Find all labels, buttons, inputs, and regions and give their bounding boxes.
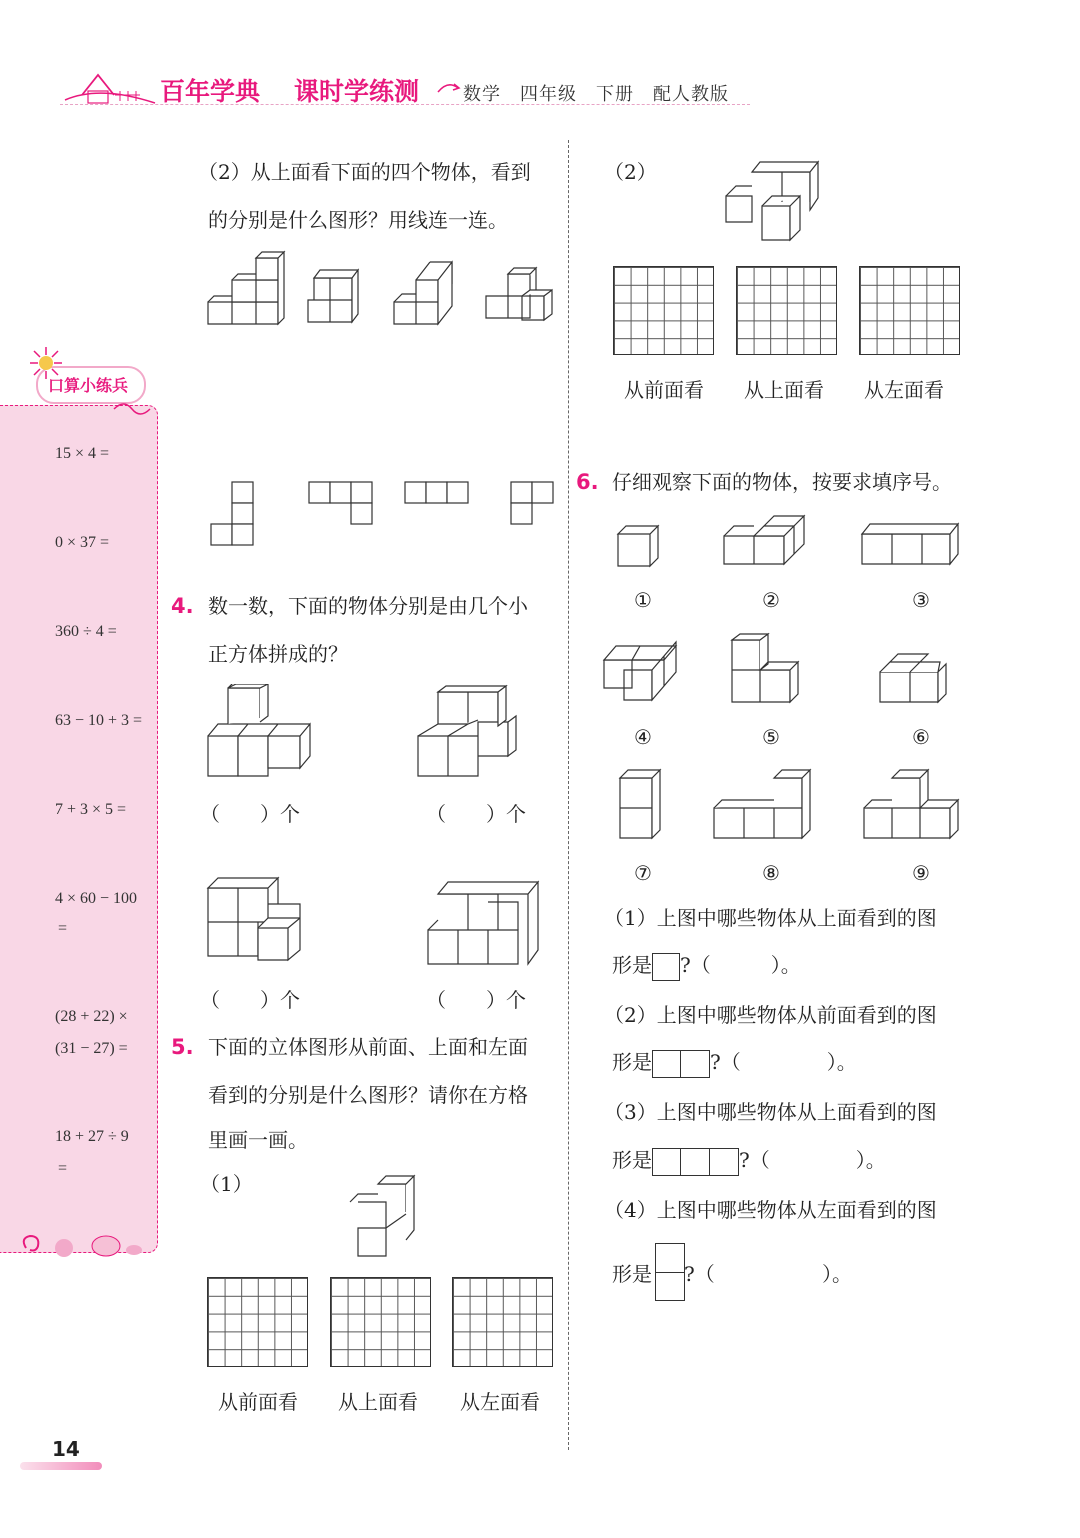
- q6-label-7: ⑦: [634, 861, 652, 885]
- calc-item-6a: 4 × 60 − 100: [55, 890, 138, 907]
- q6-s2-xing: 形是: [612, 1050, 652, 1074]
- q5-line3: 里画一画。: [208, 1128, 308, 1152]
- top-view-shape-1: [210, 480, 256, 548]
- q6-label-6: ⑥: [912, 725, 930, 749]
- book-info: 数学 四年级 下册 配人教版: [463, 84, 729, 105]
- shape-4-vertical: [655, 1243, 685, 1301]
- calc-item-5: 7 + 3 × 5 =: [55, 801, 127, 818]
- q3-object-1: [206, 250, 286, 328]
- q5-sub2: （2）: [604, 160, 657, 184]
- q6-s2-open: ?（: [710, 1050, 741, 1074]
- q5-number: 5.: [171, 1035, 194, 1059]
- calc-item-8a: 18 + 27 ÷ 9: [55, 1128, 129, 1145]
- q5-2-object: [724, 156, 820, 244]
- shell-decoration-icon: [18, 1226, 148, 1266]
- brand-title: 百年学典: [160, 77, 261, 106]
- q6-label-2: ②: [762, 588, 780, 612]
- q5-1-grid-top[interactable]: [330, 1277, 431, 1367]
- q6-label-9: ⑨: [912, 861, 930, 885]
- q6-s3-close: ）。: [855, 1148, 886, 1172]
- q4-object-3: [206, 868, 322, 964]
- sidebar: [0, 405, 158, 1253]
- q6-s2-close: ）。: [826, 1050, 857, 1074]
- q4-line2: 正方体拼成的？: [208, 642, 348, 666]
- q5-2-grid-left[interactable]: [859, 266, 960, 355]
- shape-2-square-b: [681, 1050, 710, 1078]
- q6-s4-xing: 形是: [612, 1262, 652, 1286]
- q5-line2: 看到的分别是什么图形？请你在方格: [208, 1083, 528, 1107]
- q6-object-3: [860, 522, 960, 566]
- brand-subtitle: 课时学练测: [294, 77, 420, 106]
- q6-object-5: [730, 632, 802, 704]
- shape-1-square: [652, 953, 680, 981]
- q5-1-label-front: 从前面看: [218, 1390, 298, 1414]
- q6-object-9: [862, 768, 962, 840]
- q6-s1-open: ?（: [680, 953, 711, 977]
- header-rule: [60, 104, 750, 105]
- q5-1-object: [348, 1170, 418, 1260]
- q4-object-4: [426, 878, 544, 968]
- q5-2-grid-top[interactable]: [736, 266, 837, 355]
- q4-blank-3: （ ）个: [200, 988, 300, 1012]
- q6-s3-xing: 形是: [612, 1148, 652, 1172]
- q4-object-1: [206, 684, 332, 780]
- q6-s4-blank[interactable]: [720, 1260, 820, 1288]
- q6-s4-open: ?（: [684, 1262, 715, 1286]
- q4-line1: 数一数，下面的物体分别是由几个小: [208, 594, 528, 618]
- q3-2-line2: 的分别是什么图形？用线连一连。: [208, 208, 508, 232]
- q3-object-4: [484, 264, 560, 328]
- shape-3-square-a: [652, 1148, 681, 1176]
- q3-object-2: [306, 264, 370, 328]
- shape-3-square-c: [710, 1148, 739, 1176]
- calc-item-8b: =: [58, 1160, 68, 1177]
- q6-label-8: ⑧: [762, 861, 780, 885]
- q6-s3-answer: [612, 1145, 886, 1175]
- q6-label-1: ①: [634, 588, 652, 612]
- q6-s3-line: （3）上图中哪些物体从上面看到的图: [604, 1100, 937, 1124]
- page-number: 14: [52, 1437, 80, 1461]
- q6-s4-line: （4）上图中哪些物体从左面看到的图: [604, 1198, 937, 1222]
- q4-number: 4.: [171, 594, 194, 618]
- q6-object-6: [878, 652, 948, 704]
- calc-item-7b: (31 − 27) =: [55, 1040, 128, 1057]
- q6-label-3: ③: [912, 588, 930, 612]
- q6-object-2: [722, 514, 806, 566]
- q6-object-7: [618, 768, 662, 840]
- q5-2-grid-front[interactable]: [613, 266, 714, 355]
- q6-s1-line: （1）上图中哪些物体从上面看到的图: [604, 906, 937, 930]
- q6-s1-answer: [612, 950, 801, 980]
- q6-object-4: [602, 640, 684, 702]
- q5-2-label-left: 从左面看: [864, 378, 944, 402]
- q5-1-grid-left[interactable]: [452, 1277, 553, 1367]
- q6-s2-line: （2）上图中哪些物体从前面看到的图: [604, 1003, 937, 1027]
- q6-object-8: [712, 768, 814, 840]
- calc-item-3: 360 ÷ 4 =: [55, 623, 117, 640]
- q5-2-label-front: 从前面看: [624, 378, 704, 402]
- page-number-bar: [20, 1462, 102, 1470]
- top-view-shape-4: [510, 480, 556, 526]
- shape-2-square-a: [652, 1050, 681, 1078]
- ribbon-icon: [110, 395, 154, 423]
- column-divider: [568, 140, 569, 1450]
- q6-s4-close: ）。: [822, 1262, 852, 1286]
- calc-item-4: 63 − 10 + 3 =: [55, 712, 143, 729]
- q6-label-5: ⑤: [762, 725, 780, 749]
- q5-1-label-left: 从左面看: [460, 1390, 540, 1414]
- top-view-shape-2: [308, 480, 376, 526]
- q6-label-4: ④: [634, 725, 652, 749]
- q4-blank-1: （ ）个: [200, 802, 300, 826]
- q5-1-label-top: 从上面看: [338, 1390, 418, 1414]
- q6-s3-open: ?（: [739, 1148, 770, 1172]
- q6-number: 6.: [576, 470, 599, 494]
- q6-line: 仔细观察下面的物体，按要求填序号。: [612, 470, 952, 494]
- arrow-icon: [436, 78, 462, 98]
- q6-object-1: [616, 524, 662, 568]
- q3-2-line1: （2）从上面看下面的四个物体，看到: [198, 160, 531, 184]
- q5-2-label-top: 从上面看: [744, 378, 824, 402]
- q6-s1-close: ）。: [770, 953, 801, 977]
- sidebar-title: 口算小练兵: [48, 376, 129, 395]
- q6-s2-answer: [612, 1047, 857, 1077]
- calc-item-2: 0 × 37 =: [55, 534, 110, 551]
- q4-blank-4: （ ）个: [426, 988, 526, 1012]
- q6-s1-xing: 形是: [612, 953, 652, 977]
- shape-3-square-b: [681, 1148, 710, 1176]
- q5-sub1: （1）: [200, 1172, 253, 1196]
- q4-object-2: [416, 684, 542, 780]
- q5-line1: 下面的立体图形从前面、上面和左面: [208, 1035, 528, 1059]
- q3-object-3: [392, 256, 462, 328]
- header: [0, 60, 1080, 120]
- calc-item-6b: =: [58, 920, 68, 937]
- calc-item-1: 15 × 4 =: [55, 445, 110, 462]
- calc-item-7a: (28 + 22) ×: [55, 1008, 128, 1025]
- top-view-shape-3: [404, 480, 470, 506]
- q4-blank-2: （ ）个: [426, 802, 526, 826]
- q5-1-grid-front[interactable]: [207, 1277, 308, 1367]
